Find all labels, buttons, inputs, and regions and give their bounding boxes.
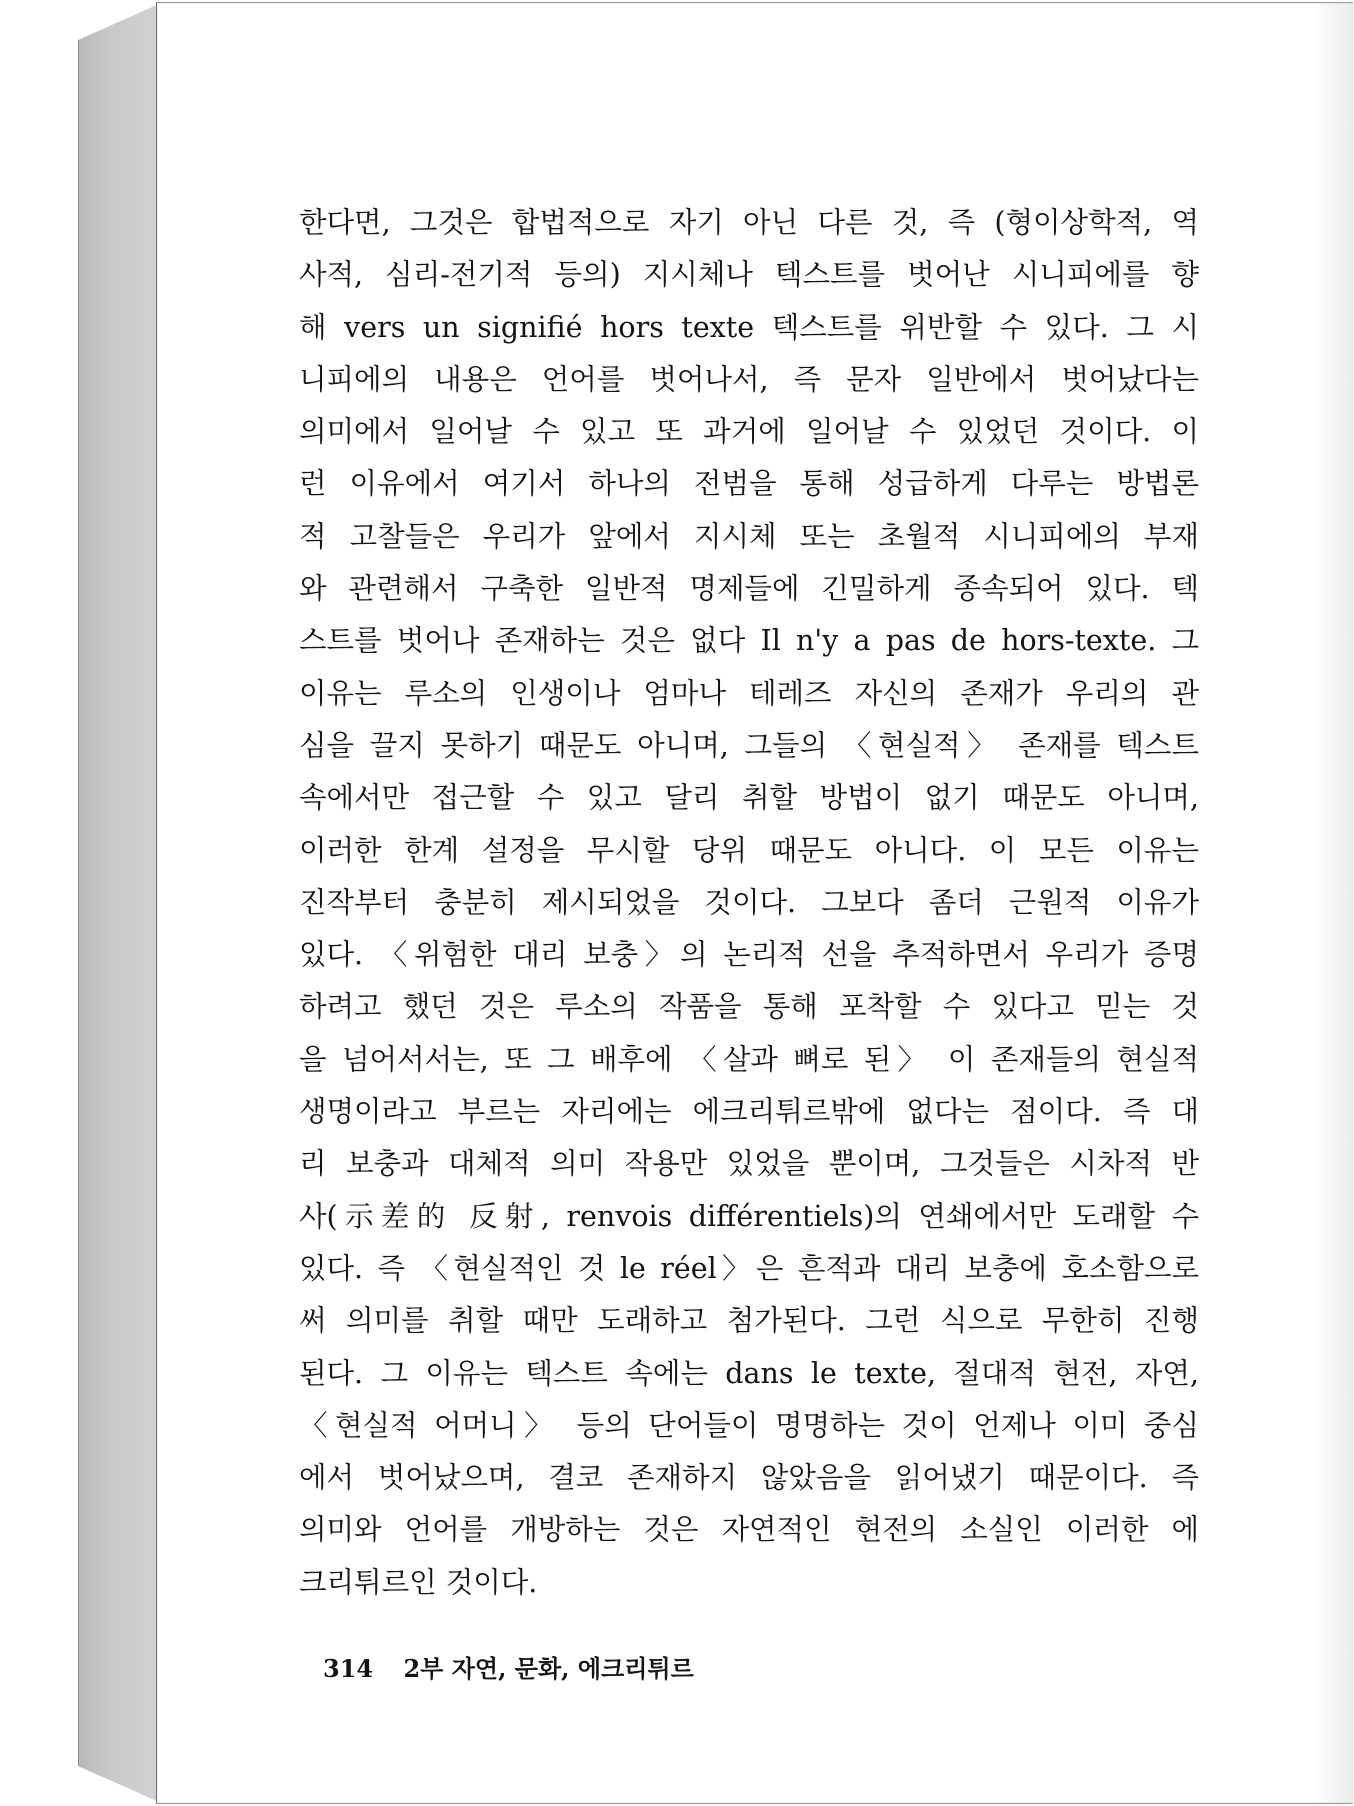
text-line: 이러한 한계 설정을 무시할 당위 때문도 아니다. 이 모든 이유는 <box>299 833 1199 867</box>
text-line: 써 의미를 취할 때만 도래하고 첨가된다. 그런 식으로 무한히 진행 <box>299 1304 1199 1338</box>
text-line: 리 보충과 대체적 의미 작용만 있었을 뿐이며, 그것들은 시차적 반 <box>299 1147 1199 1181</box>
text-line: 〈현실적 어머니〉 등의 단어들이 명명하는 것이 언제나 이미 중심 <box>299 1408 1199 1442</box>
text-line: 이유는 루소의 인생이나 엄마나 테레즈 자신의 존재가 우리의 관 <box>299 676 1199 710</box>
page-number: 314 <box>323 1654 374 1683</box>
text-line: 크리튀르인 것이다. <box>299 1565 538 1599</box>
text-line: 사적, 심리-전기적 등의) 지시체나 텍스트를 벗어난 시니피에를 향 <box>299 258 1199 292</box>
text-line: 속에서만 접근할 수 있고 달리 취할 방법이 없기 때문도 아니며, <box>299 781 1199 815</box>
running-title: 2부 자연, 문화, 에크리튀르 <box>403 1654 694 1683</box>
text-line: 의미에서 일어날 수 있고 또 과거에 일어날 수 있었던 것이다. 이 <box>299 415 1199 449</box>
text-line: 니피에의 내용은 언어를 벗어나서, 즉 문자 일반에서 벗어났다는 <box>299 362 1199 396</box>
text-line: 사(示差的 反射, renvois différentiels)의 연쇄에서만 도래할 수 <box>299 1199 1199 1233</box>
text-line: 된다. 그 이유는 텍스트 속에는 dans le texte, 절대적 현전, 자연, <box>299 1356 1199 1390</box>
text-line: 의미와 언어를 개방하는 것은 자연적인 현전의 소실인 이러한 에 <box>299 1513 1199 1547</box>
body-text <box>299 197 1199 1609</box>
text-line: 해 vers un signifié hors texte 텍스트를 위반할 수 있다. 그 시 <box>299 310 1199 344</box>
page-footer <box>323 1649 694 1684</box>
text-line: 한다면, 그것은 합법적으로 자기 아닌 다른 것, 즉 (형이상학적, 역 <box>299 206 1199 239</box>
text-line: 런 이유에서 여기서 하나의 전범을 통해 성급하게 다루는 방법론 <box>299 467 1199 501</box>
text-line: 있다. 〈위험한 대리 보충〉의 논리적 선을 추적하면서 우리가 증명 <box>299 938 1199 972</box>
text-line: 을 넘어서서는, 또 그 배후에 〈살과 뼈로 된〉 이 존재들의 현실적 <box>299 1042 1199 1076</box>
text-line: 진작부터 충분히 제시되었을 것이다. 그보다 좀더 근원적 이유가 <box>299 885 1199 919</box>
text-line: 와 관련해서 구축한 일반적 명제들에 긴밀하게 종속되어 있다. 텍 <box>299 572 1199 606</box>
text-line: 스트를 벗어나 존재하는 것은 없다 Il n'y a pas de hors-texte. 그 <box>299 624 1199 658</box>
text-line: 에서 벗어났으며, 결코 존재하지 않았음을 읽어냈기 때문이다. 즉 <box>299 1461 1199 1495</box>
text-line: 하려고 했던 것은 루소의 작품을 통해 포착할 수 있다고 믿는 것 <box>299 990 1199 1024</box>
text-line: 있다. 즉 〈현실적인 것 le réel〉은 흔적과 대리 보충에 호소함으로 <box>299 1251 1199 1285</box>
book-page <box>156 2 1353 1804</box>
book-spine-edge <box>78 4 158 1802</box>
text-line: 적 고찰들은 우리가 앞에서 지시체 또는 초월적 시니피에의 부재 <box>299 519 1199 553</box>
text-line: 심을 끌지 못하기 때문도 아니며, 그들의 〈현실적〉 존재를 텍스트 <box>299 728 1199 762</box>
text-line: 생명이라고 부르는 자리에는 에크리튀르밖에 없다는 점이다. 즉 대 <box>299 1095 1199 1129</box>
